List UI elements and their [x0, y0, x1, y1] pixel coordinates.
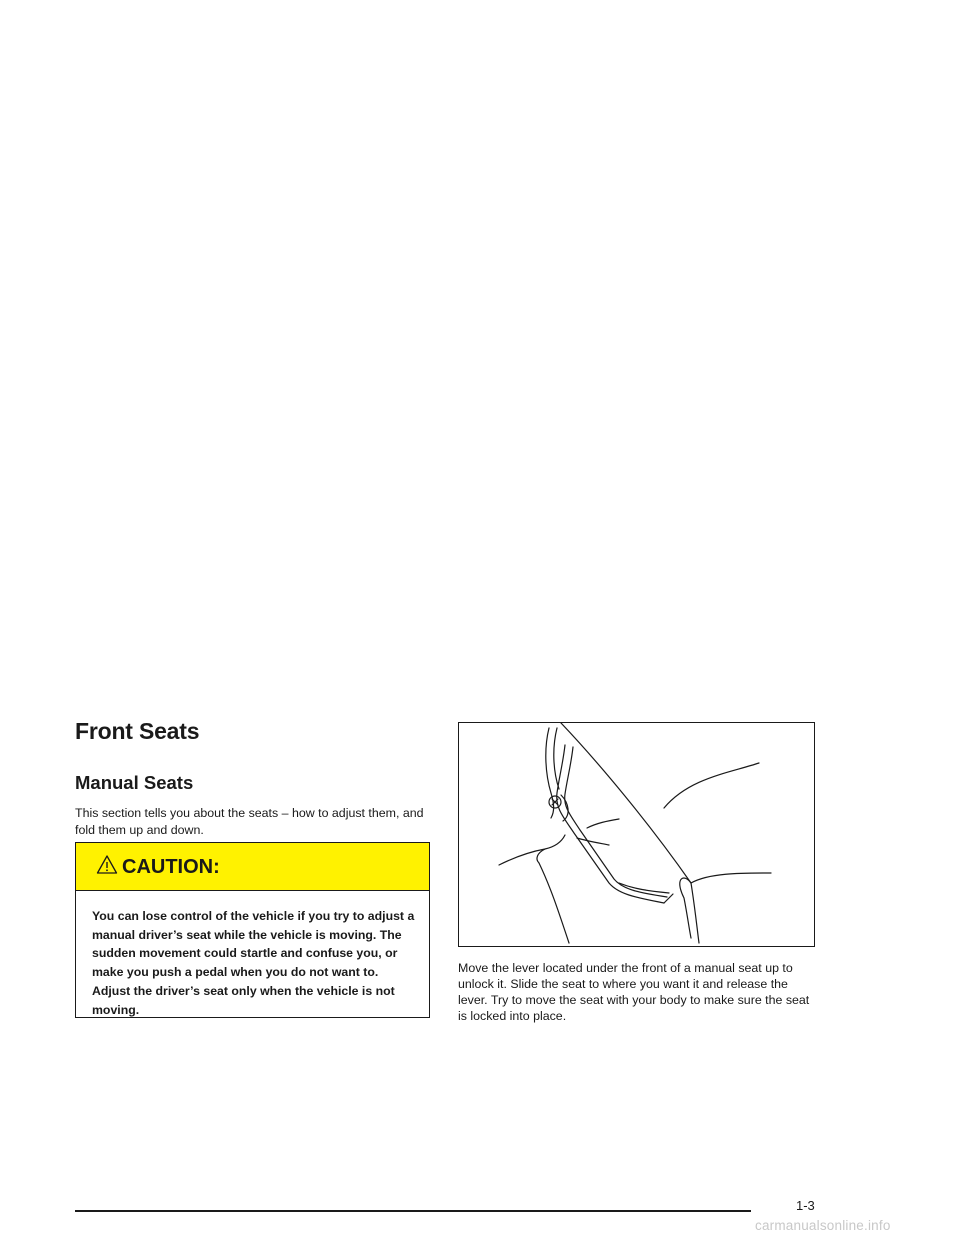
page-number: 1-3	[796, 1198, 815, 1213]
warning-triangle-icon	[96, 854, 118, 876]
caution-box	[75, 842, 430, 1018]
lever-instructions: Move the lever located under the front of a manual seat up to unlock it. Slide the seat to where you want it and release the lever. Try to move the seat with your body to make sure the seat is locked into place.	[458, 961, 810, 1023]
watermark: carmanualsonline.info	[755, 1218, 891, 1233]
subsection-title: Manual Seats	[75, 772, 194, 793]
caution-body: You can lose control of the vehicle if you try to adjust a manual driver’s seat while the vehicle is moving. The sudden movement could startle and confuse you, or make you push a pedal when you do not want to. Adjust the driver’s seat only when the vehicle is not moving.	[92, 909, 415, 1017]
left-column	[75, 712, 432, 838]
caution-header	[76, 843, 429, 891]
section-title: Front Seats	[75, 718, 200, 744]
seat-lever-figure	[458, 722, 815, 947]
footer-rule	[75, 1210, 751, 1212]
intro-paragraph: This section tells you about the seats – how to adjust them, and fold them up and down.	[75, 806, 424, 837]
caution-label: CAUTION:	[122, 855, 220, 878]
manual-seat-lever-illustration	[459, 723, 813, 945]
